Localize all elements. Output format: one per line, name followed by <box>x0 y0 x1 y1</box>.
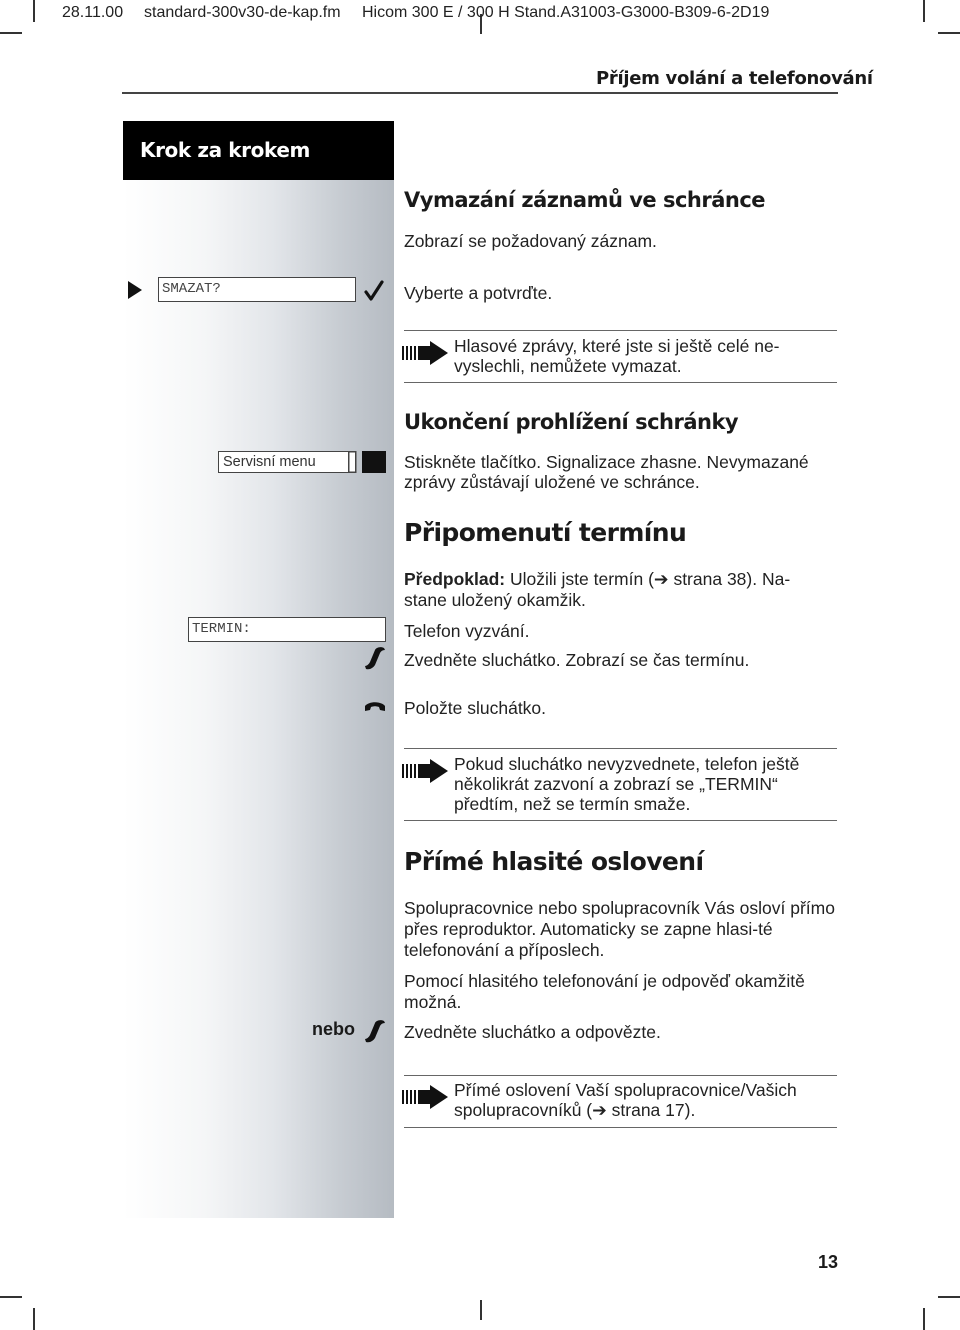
prereq-text: Uložili jste termín (➔ strana 38). Na-stane uložený okamžik. <box>404 569 791 610</box>
handset-lift-icon[interactable] <box>364 1019 386 1043</box>
crop-mark <box>938 32 960 34</box>
reminder-lift: Zvedněte sluchátko. Zobrazí se čas termínu. <box>404 650 750 670</box>
header-rule <box>122 92 838 94</box>
heading-end-browse: Ukončení prohlížení schránky <box>404 410 739 434</box>
note-pointer-icon <box>402 759 448 783</box>
reminder-note: Pokud sluchátko nevyzvednete, telefon ještě několikrát zazvoní a zobrazí se „TERMIN“ předtím, než se termín smaže. <box>454 754 800 814</box>
alt-nebo: nebo <box>312 1019 355 1039</box>
delete-text-1: Zobrazí se požadovaný záznam. <box>404 231 657 251</box>
reminder-ring: Telefon vyzvání. <box>404 621 530 641</box>
crop-mark <box>938 1296 960 1298</box>
header-date: 28.11.00 <box>62 4 124 21</box>
crop-mark <box>0 1296 22 1298</box>
direct-text-2: Pomocí hlasitého telefonování je odpověď okamžitě možná. <box>404 971 805 1012</box>
crop-mark <box>480 1300 482 1320</box>
direct-action: Zvedněte sluchátko a odpovězte. <box>404 1022 661 1042</box>
reminder-prereq <box>404 569 824 611</box>
display-smazat: SMAZAT? <box>158 277 356 302</box>
crop-mark <box>33 0 35 22</box>
sidebar-title: Krok za krokem <box>123 121 394 180</box>
note-rule <box>404 382 837 383</box>
delete-text-2: Vyberte a potvrďte. <box>404 283 553 303</box>
chapter-title: Příjem volání a telefonování <box>596 68 873 89</box>
note-rule <box>404 330 837 331</box>
crop-mark <box>923 0 925 22</box>
heading-delete: Vymazání záznamů ve schránce <box>404 188 766 212</box>
crop-mark <box>923 1308 925 1330</box>
checkmark-icon[interactable] <box>364 280 384 302</box>
reminder-hangup: Položte sluchátko. <box>404 698 547 718</box>
crop-mark <box>33 1308 35 1330</box>
note-pointer-icon <box>402 1085 448 1109</box>
note-pointer-icon <box>402 341 448 365</box>
key-led-icon <box>348 451 386 473</box>
heading-direct: Přímé hlasité oslovení <box>404 847 704 876</box>
handset-down-icon[interactable] <box>364 700 386 716</box>
servisni-menu-key[interactable]: Servisní menu <box>218 451 352 473</box>
end-browse-text: Stiskněte tlačítko. Signalizace zhasne. Nevymazané zprávy zůstávají uložené ve schránce. <box>404 452 809 492</box>
direct-text-1: Spolupracovnice nebo spolupracovník Vás osloví přímo přes reproduktor. Automaticky se zapne hlasi-té telefonování a příposlech. <box>404 898 835 960</box>
note-rule <box>404 1075 837 1076</box>
direct-note: Přímé oslovení Vaší spolupracovnice/Vašich spolupracovníků (➔ strana 17). <box>454 1080 797 1120</box>
header-product: Hicom 300 E / 300 H Stand.A31003-G3000-B309-6-2D19 <box>362 4 770 21</box>
header-filename: standard-300v30-de-kap.fm <box>144 4 341 21</box>
prereq-label: Předpoklad: <box>404 569 506 589</box>
heading-reminder: Připomenutí termínu <box>404 518 687 547</box>
page-number: 13 <box>817 1252 838 1272</box>
crop-mark <box>0 32 22 34</box>
note-rule <box>404 1127 837 1128</box>
display-termin: TERMIN: <box>188 617 386 642</box>
delete-note: Hlasové zprávy, které jste si ještě celé ne-vyslechli, nemůžete vymazat. <box>454 336 780 376</box>
note-rule <box>404 820 837 821</box>
note-rule <box>404 748 837 749</box>
handset-lift-icon[interactable] <box>364 646 386 670</box>
arrow-right-icon <box>128 281 142 299</box>
